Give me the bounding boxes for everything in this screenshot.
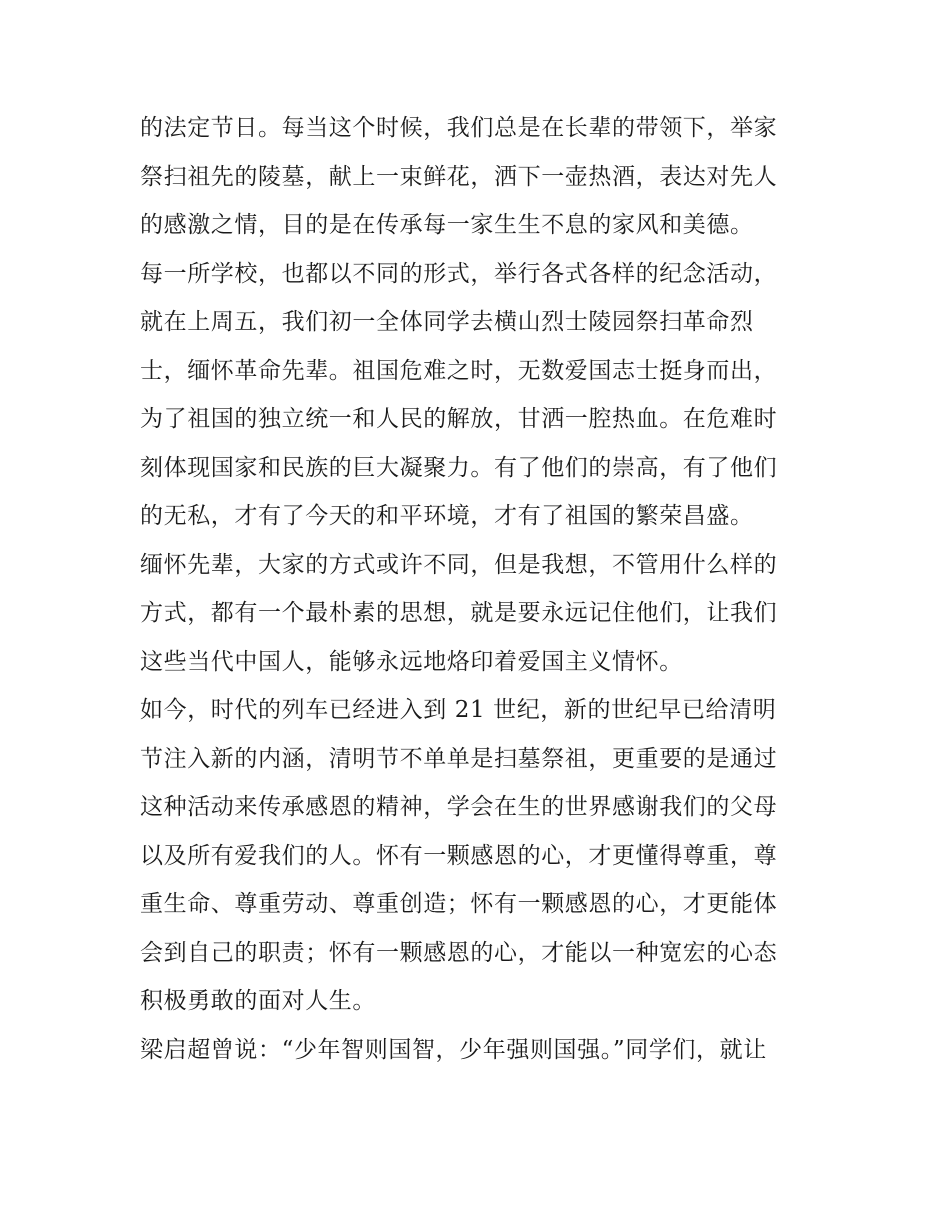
text-line: 节注入新的内涵，清明节不单单是扫墓祭祖，更重要的是通过 (140, 745, 778, 772)
text-line: 以及所有爱我们的人。怀有一颗感恩的心，才更懂得尊重，尊 (140, 842, 778, 869)
text-line: 方式，都有一个最朴素的思想，就是要永远记住他们，让我们 (140, 600, 778, 626)
text-line: 重生命、尊重劳动、尊重创造；怀有一颗感恩的心，才更能体 (140, 891, 778, 917)
text-line: 的感激之情，目的是在传承每一家生生不息的家风和美德。 (140, 212, 754, 238)
text-line: 为了祖国的独立统一和人民的解放，甘洒一腔热血。在危难时 (140, 406, 778, 432)
text-line: 梁启超曾说：“少年智则国智，少年强则国强。”同学们，就让 (140, 1036, 767, 1063)
text-line: 会到自己的职责；怀有一颗感恩的心，才能以一种宽宏的心态 (140, 939, 778, 966)
text-line: 的法定节日。每当这个时候，我们总是在长辈的带领下，举家 (140, 115, 778, 141)
text-line: 士，缅怀革命先辈。祖国危难之时，无数爱国志士挺身而出， (140, 357, 778, 384)
text-line: 缅怀先辈，大家的方式或许不同，但是我想，不管用什么样的 (140, 551, 778, 578)
text-line: 祭扫祖先的陵墓，献上一束鲜花，洒下一壶热酒，表达对先人 (140, 163, 778, 190)
text-line: 这种活动来传承感恩的精神，学会在生的世界感谢我们的父母 (140, 794, 778, 820)
text-line: 就在上周五，我们初一全体同学去横山烈士陵园祭扫革命烈 (140, 309, 754, 335)
text-line: 每一所学校，也都以不同的形式，举行各式各样的纪念活动， (140, 260, 778, 287)
text-line: 积极勇敢的面对人生。 (140, 988, 376, 1014)
text-line: 这些当代中国人，能够永远地烙印着爱国主义情怀。 (140, 648, 683, 675)
text-line: 的无私，才有了今天的和平环境，才有了祖国的繁荣昌盛。 (140, 503, 754, 529)
document-body (140, 104, 820, 1074)
text-line: 刻体现国家和民族的巨大凝聚力。有了他们的崇高，有了他们 (140, 454, 778, 481)
text-line: 如今，时代的列车已经进入到 21 世纪，新的世纪早已给清明 (140, 697, 777, 723)
